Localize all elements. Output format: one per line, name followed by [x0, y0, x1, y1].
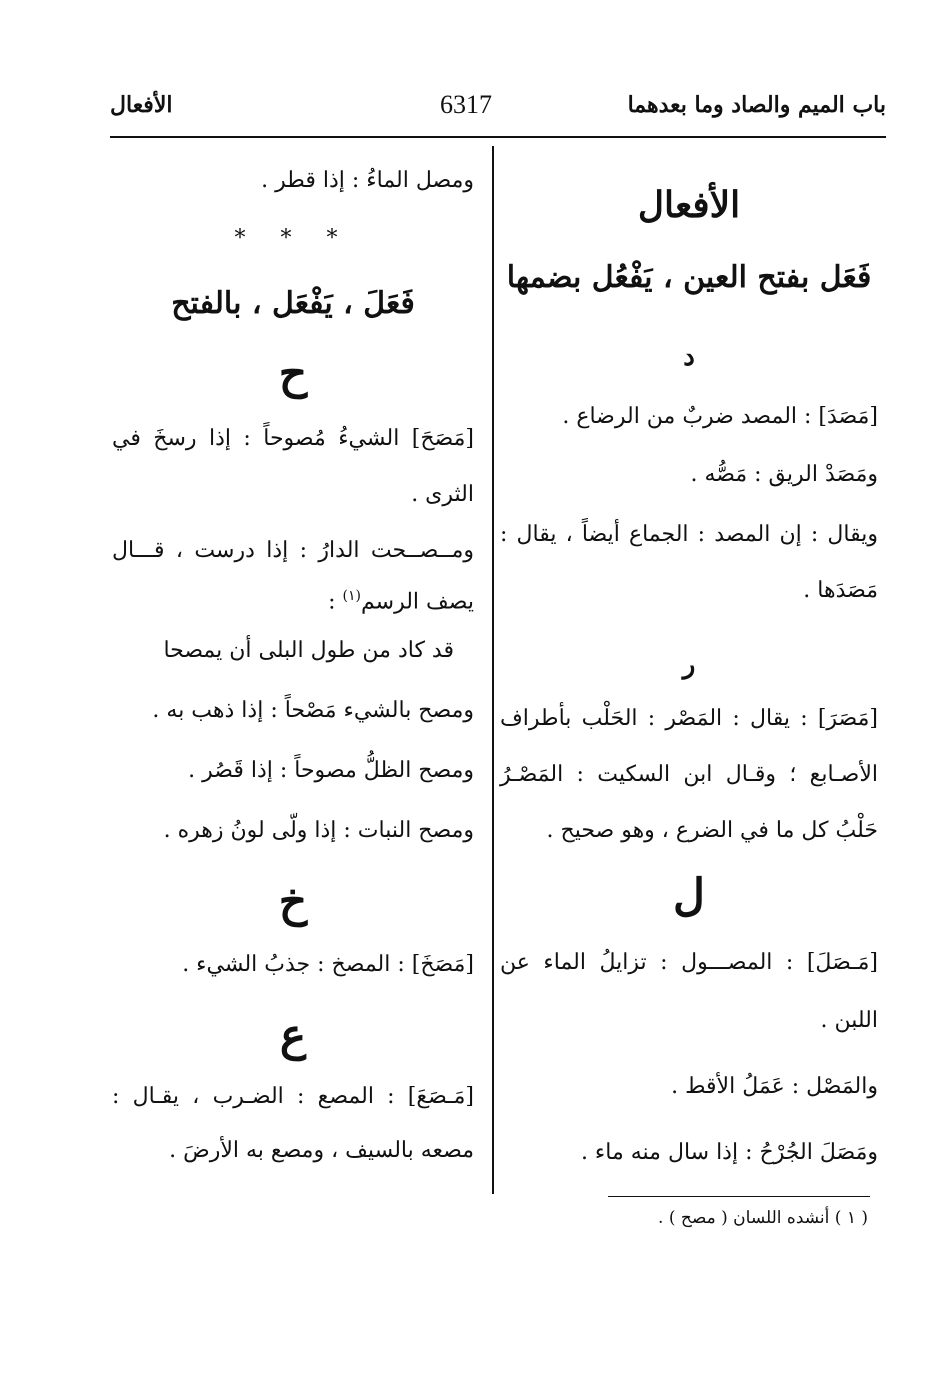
letter-heading-kha: خ — [278, 876, 308, 927]
entry-line: ومَصَلَ الجُرْحُ : إذا سال منه ماء . — [580, 1140, 878, 1165]
section-separator: * * * — [234, 226, 352, 251]
right-column — [500, 150, 878, 1190]
letter-heading-dal: د — [683, 342, 695, 372]
entry-line: [مَصَحَ] الشيءُ مُصوحاً : إذا رسخَ في — [112, 426, 474, 451]
entry-line: ومصل الماءُ : إذا قطر . — [261, 168, 474, 193]
footnote: ( ١ ) أنشده اللسان ( مصح ) . — [658, 1208, 868, 1228]
letter-heading-ain: ع — [279, 1010, 307, 1061]
entry-line: مَصَدَها . — [803, 578, 878, 603]
verb-pattern-heading: فَعَلَ ، يَفْعَل ، بالفتح — [171, 286, 415, 321]
entry-line: ومصح النبات : إذا ولّى لونُ زهره . — [163, 818, 474, 843]
entry-line: [مَصَدَ] : المصد ضربٌ من الرضاع . — [562, 404, 878, 429]
column-divider — [492, 146, 494, 1194]
entry-line: ومصح الظلُّ مصوحاً : إذا قَصُر . — [188, 758, 474, 783]
entry-line: [مَصَخَ] : المصخ : جذبُ الشيء . — [182, 952, 474, 977]
page-number: 6317 — [440, 90, 492, 119]
left-column — [112, 150, 474, 1190]
running-head-section: الأفعال — [110, 92, 173, 118]
section-title: الأفعال — [637, 184, 741, 226]
entry-line: ومَصَدْ الريق : مَصُّه . — [690, 462, 878, 487]
verb-pattern-heading: فَعَل بفتح العين ، يَفْعُل بضمها — [506, 260, 872, 295]
letter-heading-lam: ل — [673, 870, 705, 921]
footnote-rule — [608, 1196, 870, 1197]
entry-line: [مَـصَعَ] : المصع : الضـرب ، يقـال : — [112, 1084, 474, 1109]
entry-line: [مَصَرَ] : يقال : المَصْر : الحَلْب بأطراف — [500, 706, 878, 731]
entry-line: ومــصــحت الدارُ : إذا درست ، قـــال — [112, 538, 474, 563]
letter-heading-ra: ر — [682, 650, 696, 680]
entry-line: مصعه بالسيف ، ومصع به الأرضَ . — [169, 1138, 474, 1163]
page-header — [110, 88, 886, 138]
entry-line: حَلْبُ كل ما في الضرع ، وهو صحيح . — [546, 818, 878, 843]
entry-line: الأصـابع ؛ وقـال ابن السكيت : المَصْـرُ — [500, 762, 878, 787]
entry-line: والمَصْل : عَمَلُ الأقط . — [671, 1074, 878, 1099]
entry-text: يصف الرسم — [361, 589, 474, 615]
footnote-ref: (١) — [342, 588, 361, 604]
entry-line: ويقال : إن المصد : الجماع أيضاً ، يقال : — [500, 522, 878, 547]
entry-line: اللبن . — [820, 1008, 878, 1033]
entry-text: : — [328, 589, 336, 615]
entry-line — [112, 588, 474, 614]
letter-heading-ha: ح — [278, 348, 308, 399]
entry-line: الثرى . — [411, 482, 474, 507]
entry-line: ومصح بالشيء مَصْحاً : إذا ذهب به . — [152, 698, 474, 723]
verse-line: قد كاد من طول البلى أن يمصحا — [163, 638, 454, 663]
running-head-chapter: باب الميم والصاد وما بعدهما — [627, 92, 886, 118]
entry-line: [مَـصَلَ] : المصـــول : تزايلُ الماء عن — [500, 950, 878, 975]
